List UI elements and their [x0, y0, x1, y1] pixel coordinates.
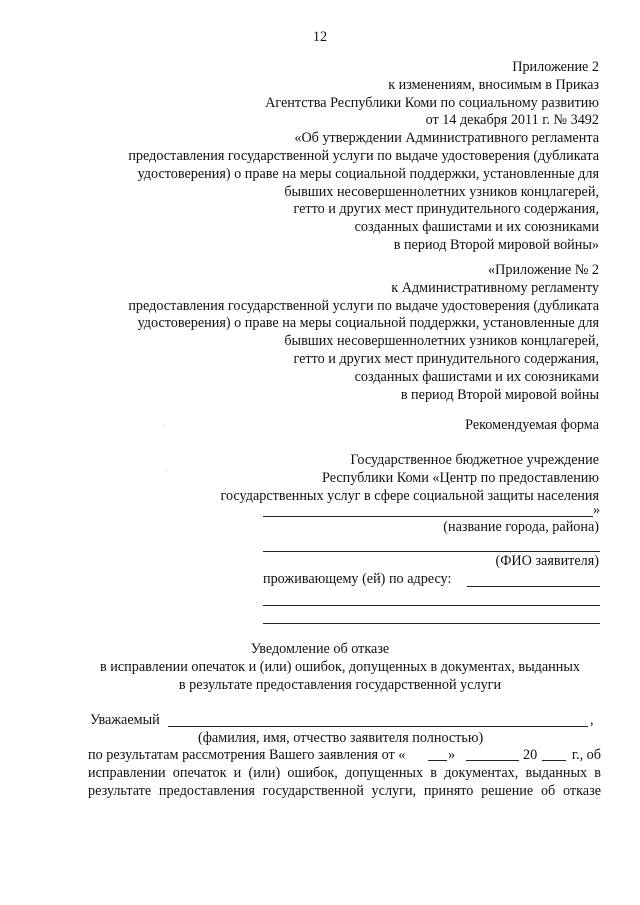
- greeting-label: Уважаемый: [90, 712, 160, 728]
- appendix-2-line: удостоверения) о праве на меры социальной поддержки, установленные для: [137, 315, 599, 332]
- appendix-1-line: от 14 декабря 2011 г. № 3492: [425, 112, 599, 129]
- address-blank-line-2[interactable]: [263, 605, 600, 606]
- greeting-comma: ,: [590, 712, 594, 728]
- address-label: проживающему (ей) по адресу:: [263, 571, 452, 587]
- appendix-1-line: Агентства Республики Коми по социальному развитию: [265, 94, 599, 111]
- appendix-2-header: [39, 262, 599, 404]
- closing-quote: »: [593, 502, 601, 518]
- page-number: 12: [312, 29, 328, 45]
- scan-speck: [166, 470, 167, 471]
- appendix-1-line: бывших несовершеннолетних узников концлагерей,: [284, 183, 599, 200]
- fio-caption: (ФИО заявителя): [495, 553, 599, 569]
- fio-blank-line[interactable]: [263, 551, 600, 552]
- address-blank-line-1[interactable]: [467, 586, 600, 587]
- appendix-2-line: бывших несовершеннолетних узников концлагерей,: [284, 333, 599, 350]
- body-line-2: исправлении опечаток и (или) ошибок, допущенных в документах, выданных в: [88, 765, 601, 781]
- appendix-2-line: созданных фашистами и их союзниками: [354, 368, 599, 385]
- year-blank-line[interactable]: [542, 760, 566, 761]
- city-blank-line[interactable]: [263, 516, 593, 517]
- line1-text-b: »: [448, 747, 456, 763]
- appendix-2-line: гетто и других мест принудительного содержания,: [293, 350, 599, 367]
- notice-subtitle: [0, 659, 640, 695]
- appendix-2-line: «Приложение № 2: [488, 262, 599, 278]
- appendix-2-line: к Административному регламенту: [391, 279, 599, 296]
- institution-block: [39, 452, 599, 505]
- address-blank-line-3[interactable]: [263, 623, 600, 624]
- notice-subtitle-line: в исправлении опечаток и (или) ошибок, допущенных в документах, выданных: [100, 659, 580, 675]
- line1-text-d: г., об: [571, 747, 601, 763]
- appendix-1-line: к изменениям, вносимым в Приказ: [388, 76, 599, 93]
- appendix-1-line: гетто и других мест принудительного содержания,: [293, 201, 599, 218]
- scan-speck: [163, 425, 164, 426]
- appendix-1-line: созданных фашистами и их союзниками: [354, 219, 599, 236]
- appendix-1-line: удостоверения) о праве на меры социальной поддержки, установленные для: [137, 165, 599, 182]
- application-date-line: [88, 747, 601, 765]
- appendix-2-line: предоставления государственной услуги по выдаче удостоверения (дубликата: [128, 297, 599, 314]
- appendix-1-line: Приложение 2: [512, 59, 599, 75]
- appendix-1-line: «Об утверждении Административного регламента: [294, 130, 599, 147]
- applicant-name-caption: (фамилия, имя, отчество заявителя полностью): [198, 730, 484, 746]
- line1-text-c: 20: [523, 747, 538, 763]
- notice-title: Уведомление об отказе: [250, 641, 390, 657]
- day-blank-line[interactable]: [428, 760, 447, 761]
- institution-line: Республики Коми «Центр по предоставлению: [322, 469, 599, 486]
- line1-text-a: по результатам рассмотрения Вашего заявления от «: [88, 747, 406, 763]
- appendix-2-line: в период Второй мировой войны: [400, 386, 599, 403]
- city-caption: (название города, района): [443, 519, 599, 535]
- appendix-1-line: в период Второй мировой войны»: [393, 236, 599, 253]
- appendix-1-line: предоставления государственной услуги по выдаче удостоверения (дубликата: [128, 147, 599, 164]
- appendix-1-header: [39, 59, 599, 255]
- month-blank-line[interactable]: [466, 760, 519, 761]
- institution-line: Государственное бюджетное учреждение: [350, 452, 599, 468]
- recommended-form-label: Рекомендуемая форма: [465, 417, 599, 433]
- applicant-name-blank-line[interactable]: [168, 726, 588, 727]
- notice-subtitle-line: в результате предоставления государственной услуги: [178, 676, 502, 693]
- institution-line: государственных услуг в сфере социальной защиты населения: [220, 487, 599, 504]
- body-line-3: результате предоставления государственной услуги, принято решение об отказе: [88, 783, 601, 799]
